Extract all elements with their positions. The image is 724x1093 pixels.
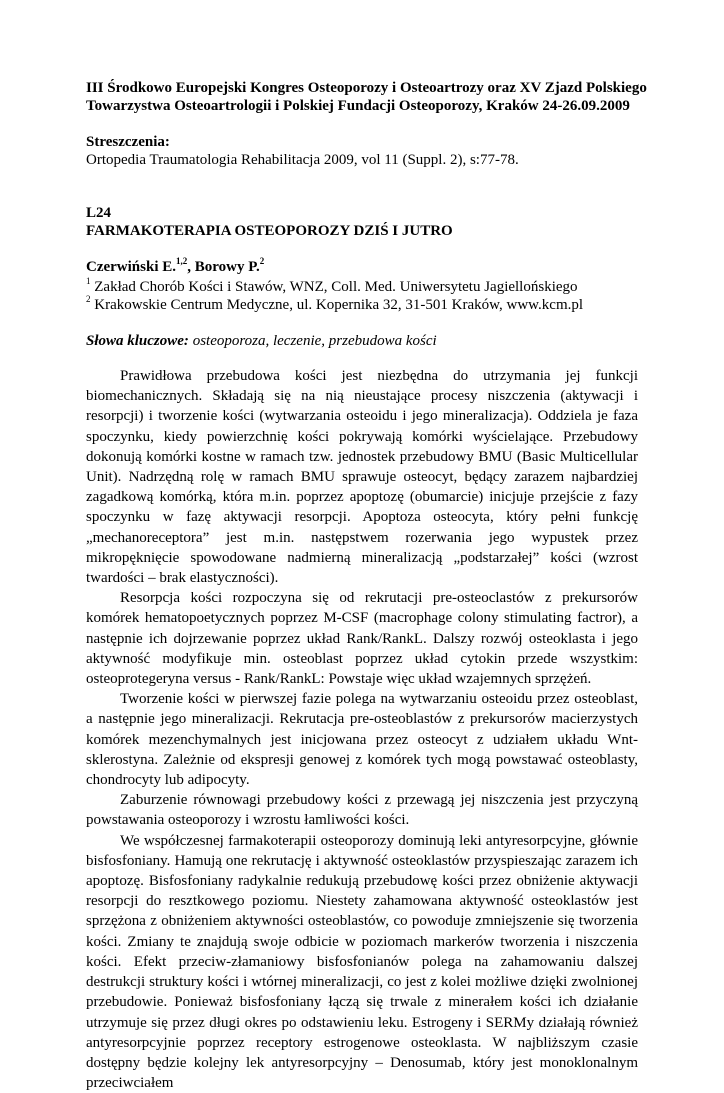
document-page: [86, 80, 647, 1093]
affiliation-number: 1: [86, 275, 91, 286]
affiliation-2: [86, 293, 638, 314]
affiliation-text: Zakład Chorób Kości i Stawów, WNZ, Coll. Med. Uniwersytetu Jagiellońskiego: [90, 278, 578, 295]
keywords-label: Słowa kluczowe:: [86, 332, 189, 349]
affiliation-number: 2: [86, 293, 91, 304]
body-paragraph: Prawidłowa przebudowa kości jest niezbędna do utrzymania jej funkcji biomechanicznych. Składają się na nią nieustające procesy niszczenia (aktywacji i resorpcji) i tworzenie kości (wytwarzania osteoidu i jego mineralizacja). Oddziela je faza spoczynku, kiedy powierzchnię kości pokrywają komórki wyścielające. Przebudowy dokonują komórki kostne w ramach tzw. jednostek przebudowy BMU (Basic Multicellular Unit). Nadrzędną rolę w ramach BMU sprawuje osteocyt, będący zarazem najbardziej zagadkową komórką, która m.in. poprzez apoptozę (obumarcie) inicjuje przejście z fazy spoczynku w fazę aktywacji resorpcji. Apoptoza osteocyta, który pełni funkcję „mechanoreceptora” jest m.in. następstwem rozerwania jego wypustek przez mikropęknięcie spowodowane nadmierną mineralizacją „podstarzałej” kości (wzrost twardości – brak elastyczności).: [86, 368, 638, 587]
body-paragraph: Zaburzenie równowagi przebudowy kości z przewagą jej niszczenia jest przyczyną powstawania osteoporozy i wzrostu łamliwości kości.: [86, 792, 638, 829]
affiliation-text: Krakowskie Centrum Medyczne, ul. Kopernika 32, 31-501 Kraków, www.kcm.pl: [90, 296, 584, 313]
journal-reference: Ortopedia Traumatologia Rehabilitacja 2009, vol 11 (Suppl. 2), s:77-78.: [86, 151, 519, 168]
author-separator: ,: [187, 259, 195, 275]
author-affiliation-sup: 1,2: [176, 256, 188, 266]
keywords-text: osteoporoza, leczenie, przebudowa kości: [188, 332, 437, 349]
body-paragraph: Resorpcja kości rozpoczyna się od rekrutacji pre-osteoclastów z prekursorów komórek hematopoetycznych poprzez M-CSF (macrophage colony stimulating factror), a następnie ich dojrzewanie poprzez układ Rank/RankL. Dalszy rozwój osteoklasta i jego aktywność modyfikuje min. osteoblast poprzez układ cytokin przede wszystkim: osteoprotegeryna versus - Rank/RankL: Powstaje więc układ wzajemnych sprzężeń.: [86, 590, 638, 688]
author-name: Borowy P.: [194, 259, 260, 275]
keywords-line: [86, 333, 638, 351]
abstract-body: [86, 366, 638, 1093]
abstract-code: L24: [86, 205, 112, 221]
affiliation-1: [86, 275, 638, 296]
body-paragraph: Tworzenie kości w pierwszej fazie polega na wytwarzaniu osteoidu przez osteoblast, a następnie jego mineralizacji. Rekrutacja pre-osteoblastów z prekursorów macierzystych komórek mezenchymalnych jest inicjowana przez osteocyt z udziałem układu Wnt-sklerostyna. Zależnie od ekspresji genowej z komórek tych mogą powstawać osteoblasty, chondrocyty lub adipocyty.: [86, 691, 638, 789]
body-paragraph: We współczesnej farmakoterapii osteoporozy dominują leki antyresorpcyjne, głównie bisfosfoniany. Hamują one rekrutację i aktywność osteoklastów przyspieszając zarazem ich apoptozę. Bisfosfoniany radykalnie redukują przebudowę kości przez obniżenie aktywacji resorpcji do resztkowego poziomu. Niestety zahamowana aktywność osteoklastów jest sprzężona z obniżeniem aktywności osteoblastów, co powoduje zmniejszenie się tworzenia kości. Zmiany te znajdują swoje odbicie w poziomach markerów tworzenia i niszczenia kości. Efekt przeciw-złamaniowy bisfosfonianów polega na zahamowaniu dalszej destrukcji struktury kości i wtórnej mineralizacji, co jest z kolei możliwe dzięki zwolnionej przebudowie. Ponieważ bisfosfoniany łączą się trwale z minerałem kości ich działanie utrzymuje się przez długi okres po odstawieniu leku. Estrogeny i SERMy działają również antyresorpcyjnie poprzez receptory estrogenowe osteoklasta. W najbliższym czasie dostępny będzie kolejny lek antyresorpcyjny – Denosumab, który jest monoklonalnym przeciwciałem: [86, 832, 638, 1092]
congress-title-line1: III Środkowo Europejski Kongres Osteoporozy i Osteoartrozy oraz XV Zjazd Polskiego: [86, 80, 647, 96]
abstract-title: FARMAKOTERAPIA OSTEOPOROZY DZIŚ I JUTRO: [86, 222, 453, 239]
author-affiliation-sup: 2: [259, 256, 265, 266]
congress-title-line2: Towarzystwa Osteoartrologii i Polskiej Fundacji Osteoporozy, Kraków 24-26.09.2009: [86, 97, 630, 114]
author-name: Czerwiński E.: [86, 259, 176, 275]
abstracts-label: Streszczenia:: [86, 134, 170, 150]
authors-line: [86, 256, 638, 277]
